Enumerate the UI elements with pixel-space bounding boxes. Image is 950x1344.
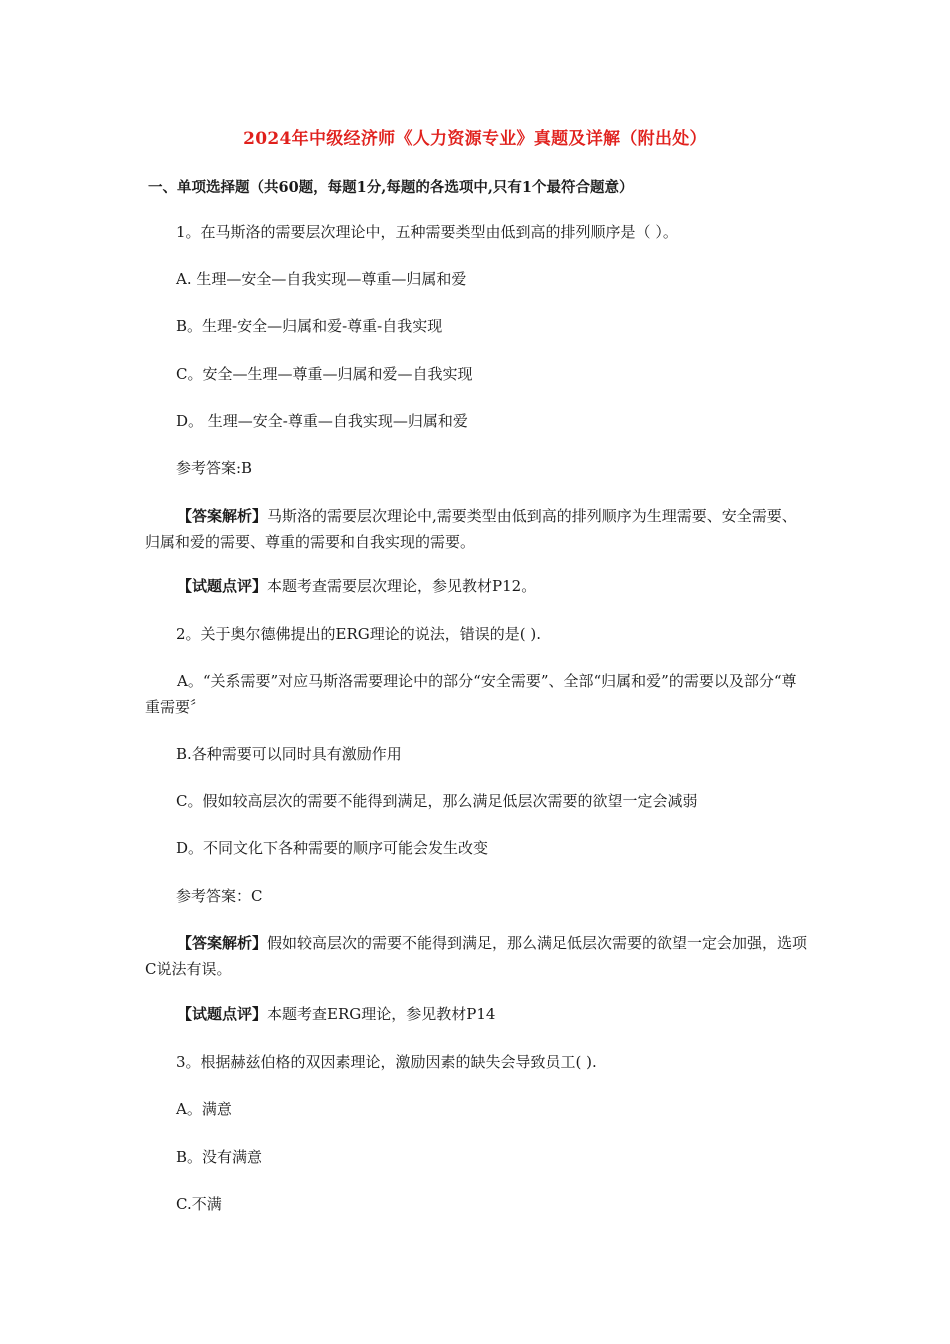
document-title: 2024年中级经济师《人力资源专业》真题及详解（附出处）	[243, 129, 707, 149]
question-1-comment	[145, 573, 810, 599]
question-3-option-c: C.不满	[176, 1195, 222, 1213]
question-2-option-c: C。假如较高层次的需要不能得到满足，那么满足低层次需要的欲望一定会减弱	[176, 792, 698, 810]
question-1-answer: 参考答案:B	[176, 459, 253, 477]
question-2-analysis	[145, 930, 810, 982]
question-3-option-b: B。没有满意	[176, 1148, 263, 1166]
question-2-option-b: B.各种需要可以同时具有激励作用	[176, 745, 402, 763]
question-2-answer: 参考答案：C	[176, 887, 263, 905]
question-3-stem: 3。根据赫兹伯格的双因素理论，激励因素的缺失会导致员工( ).	[176, 1053, 597, 1071]
question-1-analysis	[145, 503, 810, 555]
question-1-option-b: B。生理-安全—归属和爱-尊重-自我实现	[176, 317, 443, 335]
comment-tag: 【试题点评】	[177, 577, 268, 595]
question-3-option-a: A。满意	[176, 1100, 232, 1118]
question-1-option-c: C。安全—生理—尊重—归属和爱—自我实现	[176, 365, 473, 383]
analysis-tag: 【答案解析】	[177, 507, 268, 525]
question-1-option-d: D。 生理—安全-尊重—自我实现—归属和爱	[176, 412, 468, 430]
analysis-text: 马斯洛的需要层次理论中,需要类型由低到高的排列顺序为生理需要、安全需要、归属和爱的需要、尊重的需要和自我实现的需要。	[145, 507, 797, 551]
question-1-stem: 1。在马斯洛的需要层次理论中，五种需要类型由低到高的排列顺序是（ ）。	[176, 223, 678, 241]
comment-tag: 【试题点评】	[177, 1005, 268, 1023]
question-2-stem: 2。关于奥尔德佛提出的ERG理论的说法，错误的是( ).	[176, 625, 542, 643]
section-heading: 一、单项选择题（共60题，每题1分,每题的各选项中,只有1个最符合题意）	[148, 179, 634, 196]
comment-text: 本题考查ERG理论，参见教材P14	[267, 1005, 496, 1023]
analysis-tag: 【答案解析】	[177, 934, 268, 952]
question-1-option-a: A. 生理—安全—自我实现—尊重—归属和爱	[176, 270, 467, 288]
question-2-comment	[145, 1001, 810, 1027]
question-2-option-a: A。“关系需要”对应马斯洛需要理论中的部分“安全需要”、全部“归属和爱”的需要以及部分“尊重需要〞	[145, 672, 797, 716]
question-2-option-d: D。不同文化下各种需要的顺序可能会发生改变	[176, 839, 489, 857]
analysis-text: 假如较高层次的需要不能得到满足，那么满足低层次需要的欲望一定会加强，选项C说法有误。	[145, 934, 808, 978]
comment-text: 本题考查需要层次理论，参见教材P12。	[267, 577, 537, 595]
